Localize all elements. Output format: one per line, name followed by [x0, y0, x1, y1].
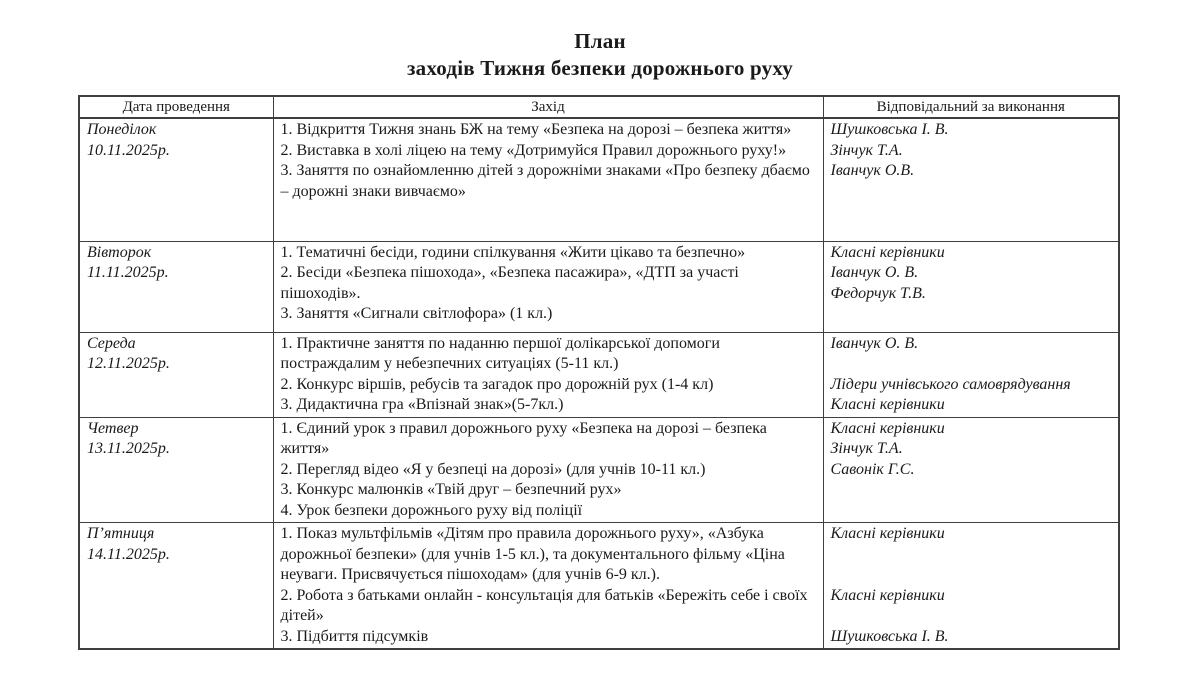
plan-table: [78, 95, 1120, 650]
event-item: 3. Підбиття підсумків: [280, 627, 429, 645]
responsible-cell: [823, 417, 1119, 523]
event-item: 1. Тематичні бесіди, години спілкування «Жити цікаво та безпечно»: [280, 243, 746, 261]
table-header-row: [79, 96, 1119, 118]
responsible-line: Савонік Г.С.: [830, 460, 915, 478]
responsible-line: [831, 354, 1115, 375]
event-item: 2. Виставка в холі ліцею на тему «Дотримуйся Правил дорожнього руху!»: [280, 141, 787, 159]
date-label: 11.11.2025р.: [87, 264, 169, 281]
responsible-line: Іванчук О. В.: [830, 264, 919, 281]
event-item: 3. Конкурс малюнків «Твій друг – безпечний рух»: [280, 481, 622, 498]
day-label: Понеділок: [87, 121, 157, 138]
title-line-2: заходів Тижня безпеки дорожнього руху: [407, 56, 793, 80]
day-label: Вівторок: [87, 243, 152, 261]
event-item: 1. Показ мультфільмів «Дітям про правила дорожнього руху», «Азбука дорожньої безпеки» (для учнів 1-5 кл.), та документального фільму «Ціна неуваги. Присвячується пішоходам» (для учнів 6-9 кл.).: [280, 525, 785, 583]
responsible-line: Іванчук О. В.: [830, 334, 919, 352]
date-cell: [79, 523, 273, 650]
responsible-line: Класні керівники: [830, 243, 945, 261]
responsible-line: Федорчук Т.В.: [830, 284, 926, 302]
responsible-line: Класні керівники: [830, 586, 945, 604]
date-cell: [79, 417, 273, 523]
responsible-line: Лідери учнівського самоврядування: [830, 375, 1071, 393]
document-title: [0, 0, 1200, 82]
responsible-line: Класні керівники: [830, 396, 945, 413]
responsible-line: [831, 545, 1115, 566]
event-item: 2. Перегляд відео «Я у безпеці на дорозі» (для учнів 10-11 кл.): [280, 460, 706, 478]
table-row-wednesday: [79, 332, 1119, 417]
events-cell: [273, 332, 823, 417]
header-date: Дата проведення: [79, 96, 273, 118]
event-item: 2. Робота з батьками онлайн - консультація для батьків «Бережіть себе і своїх дітей»: [280, 586, 808, 624]
responsible-line: Зінчук Т.А.: [830, 141, 903, 159]
event-item: 3. Заняття по ознайомленню дітей з дорожніми знаками «Про безпеку дбаємо – дорожні знаки вивчаємо»: [280, 162, 810, 200]
title-line-1: План: [574, 29, 626, 53]
date-label: 13.11.2025р.: [87, 440, 170, 457]
date-cell: [79, 118, 273, 241]
responsible-line: Зінчук Т.А.: [830, 440, 903, 457]
day-label: П’ятниця: [87, 525, 155, 542]
event-item: 1. Єдиний урок з правил дорожнього руху «Безпека на дорозі – безпека життя»: [280, 419, 767, 457]
responsible-line: Іванчук О.В.: [830, 162, 915, 179]
events-cell: [273, 523, 823, 650]
events-cell: [273, 417, 823, 523]
table-row-thursday: [79, 417, 1119, 523]
responsible-cell: [823, 241, 1119, 332]
date-label: 14.11.2025р.: [87, 545, 170, 563]
event-item: 3. Дидактична гра «Впізнай знак»(5-7кл.): [280, 396, 564, 413]
date-label: 10.11.2025р.: [87, 141, 170, 159]
event-item: 2. Бесіди «Безпека пішохода», «Безпека пасажира», «ДТП за участі пішоходів».: [280, 264, 739, 302]
responsible-cell: [823, 118, 1119, 241]
date-cell: [79, 241, 273, 332]
responsible-line: Класні керівники: [830, 419, 945, 437]
responsible-cell: [823, 332, 1119, 417]
responsible-line: Шушковська І. В.: [830, 627, 949, 645]
event-item: 1. Практичне заняття по наданню першої долікарської допомоги постраждалим у небезпечних ситуаціях (5-11 кл.): [280, 334, 720, 372]
events-cell: [273, 241, 823, 332]
date-label: 12.11.2025р.: [87, 355, 170, 372]
header-event: Захід: [273, 96, 823, 118]
responsible-line: [831, 565, 1115, 586]
responsible-line: [831, 606, 1115, 627]
event-item: 1. Відкриття Тижня знань БЖ на тему «Безпека на дорозі – безпека життя»: [280, 121, 792, 138]
day-label: Середа: [87, 334, 136, 352]
responsible-cell: [823, 523, 1119, 650]
event-item: 3. Заняття «Сигнали світлофора» (1 кл.): [280, 305, 553, 322]
event-item: 4. Урок безпеки дорожнього руху від поліції: [280, 501, 583, 519]
table-row-friday: [79, 523, 1119, 650]
responsible-line: Класні керівники: [830, 525, 945, 542]
table-row-tuesday: [79, 241, 1119, 332]
responsible-line: Шушковська І. В.: [830, 121, 949, 138]
table-row-monday: [79, 118, 1119, 241]
day-label: Четвер: [87, 419, 139, 437]
header-responsible: Відповідальний за виконання: [823, 96, 1119, 118]
events-cell: [273, 118, 823, 241]
date-cell: [79, 332, 273, 417]
event-item: 2. Конкурс віршів, ребусів та загадок про дорожній рух (1-4 кл): [280, 375, 714, 393]
